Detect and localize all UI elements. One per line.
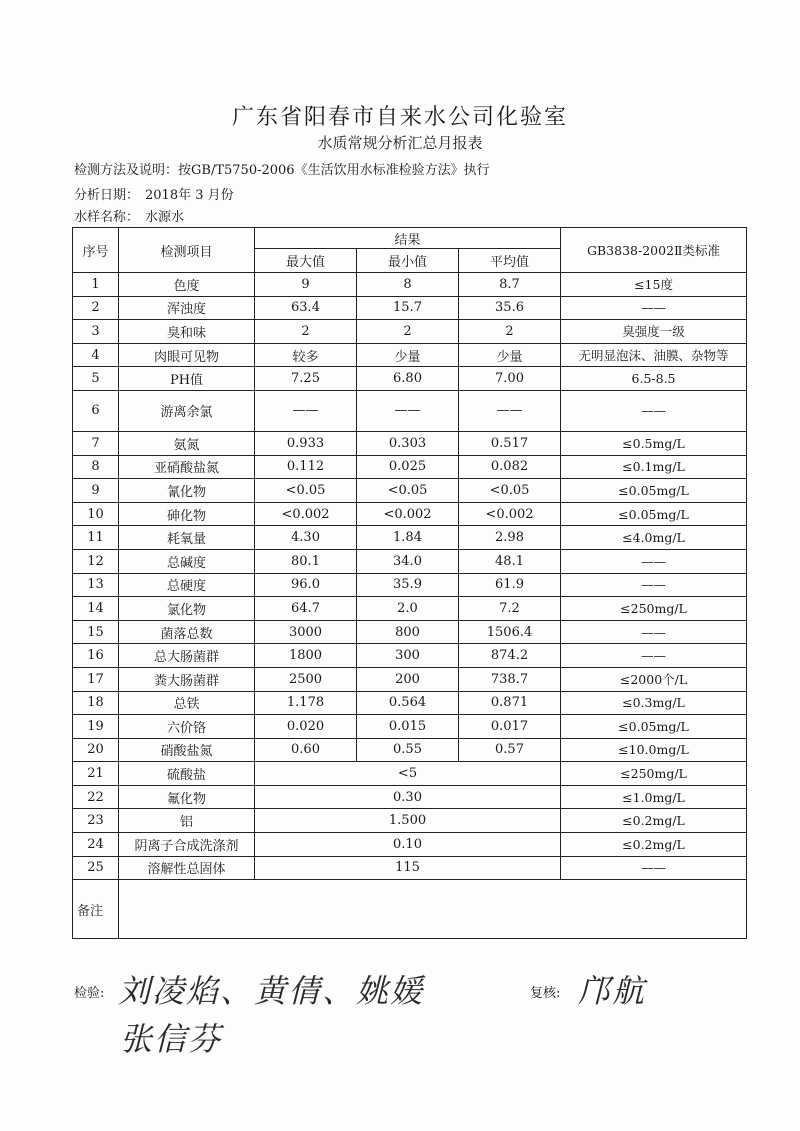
row-max: 1800	[255, 644, 357, 668]
row-min: 2	[357, 320, 459, 344]
row-min: 0.564	[357, 691, 459, 715]
sample-label: 水样名称：	[74, 210, 140, 225]
row-avg: 8.7	[459, 273, 561, 297]
row-seq: 20	[73, 738, 119, 762]
row-min: 0.015	[357, 715, 459, 739]
row-avg: 738.7	[459, 667, 561, 691]
row-max: <0.002	[255, 502, 357, 526]
row-item: 阴离子合成洗涤剂	[119, 833, 255, 857]
row-seq: 19	[73, 715, 119, 739]
row-min: 1.84	[357, 526, 459, 550]
row-max: 63.4	[255, 296, 357, 320]
row-standard: ≤0.05mg/L	[561, 502, 747, 526]
row-standard: ——	[561, 644, 747, 668]
row-seq: 15	[73, 620, 119, 644]
row-item: 铝	[119, 809, 255, 833]
table-row	[73, 431, 747, 455]
method-label: 检测方法及说明：	[74, 163, 179, 178]
row-standard: 臭强度一级	[561, 320, 747, 344]
table-row	[73, 785, 747, 809]
row-seq: 7	[73, 431, 119, 455]
row-avg: 35.6	[459, 296, 561, 320]
table-row	[73, 620, 747, 644]
row-item: 色度	[119, 273, 255, 297]
row-standard: ≤250mg/L	[561, 762, 747, 786]
row-item: 硝酸盐氮	[119, 738, 255, 762]
table-row	[73, 367, 747, 391]
row-avg: ——	[459, 390, 561, 431]
row-avg: 874.2	[459, 644, 561, 668]
row-max: 4.30	[255, 526, 357, 550]
table-row	[73, 738, 747, 762]
row-max: 1.178	[255, 691, 357, 715]
row-item: 总碱度	[119, 549, 255, 573]
row-standard: ≤250mg/L	[561, 597, 747, 621]
row-standard: ≤0.05mg/L	[561, 715, 747, 739]
row-max: <0.05	[255, 479, 357, 503]
table-row	[73, 644, 747, 668]
row-standard: ——	[561, 390, 747, 431]
table-row	[73, 343, 747, 367]
header-avg: 平均值	[459, 249, 561, 273]
row-min: ——	[357, 390, 459, 431]
row-value: 0.10	[255, 833, 561, 857]
date-label: 分析日期：	[74, 188, 140, 203]
row-avg: 2	[459, 320, 561, 344]
table-row	[73, 715, 747, 739]
document-title: 广东省阳春市自来水公司化验室	[231, 105, 568, 130]
row-max: 96.0	[255, 573, 357, 597]
table-row	[73, 597, 747, 621]
header-min: 最小值	[357, 249, 459, 273]
row-avg: 0.517	[459, 431, 561, 455]
row-standard: ≤0.05mg/L	[561, 479, 747, 503]
row-standard: ≤10.0mg/L	[561, 738, 747, 762]
table-row	[73, 273, 747, 297]
reviewer-signature: 邝航	[578, 972, 647, 1010]
row-min: 0.303	[357, 431, 459, 455]
notes-row	[73, 880, 747, 939]
notes-content	[119, 880, 747, 939]
row-item: 耗氧量	[119, 526, 255, 550]
row-standard: ——	[561, 549, 747, 573]
header-result: 结果	[255, 228, 561, 249]
method-line	[74, 159, 490, 178]
row-avg: 61.9	[459, 573, 561, 597]
row-seq: 2	[73, 296, 119, 320]
water-quality-table	[72, 227, 747, 939]
row-value: 115	[255, 856, 561, 880]
row-item: 氟化物	[119, 785, 255, 809]
row-standard: 6.5-8.5	[561, 367, 747, 391]
header-max: 最大值	[255, 249, 357, 273]
row-standard: ≤0.1mg/L	[561, 455, 747, 479]
row-min: 15.7	[357, 296, 459, 320]
row-item: 总大肠菌群	[119, 644, 255, 668]
row-seq: 25	[73, 856, 119, 880]
row-standard: 无明显泡沫、油膜、杂物等	[561, 343, 747, 367]
row-seq: 5	[73, 367, 119, 391]
row-max: 64.7	[255, 597, 357, 621]
row-avg: 0.57	[459, 738, 561, 762]
table-row	[73, 809, 747, 833]
row-seq: 11	[73, 526, 119, 550]
row-standard: ≤2000个/L	[561, 667, 747, 691]
row-seq: 9	[73, 479, 119, 503]
method-value: 按GB/T5750-2006《生活饮用水标准检验方法》执行	[178, 163, 490, 178]
row-seq: 6	[73, 390, 119, 431]
sample-value: 水源水	[145, 210, 185, 225]
row-avg: 48.1	[459, 549, 561, 573]
inspector-signature-line2: 张信芬	[120, 1020, 223, 1058]
header-seq: 序号	[73, 228, 119, 273]
sample-line	[74, 206, 184, 225]
row-min: <0.05	[357, 479, 459, 503]
header-row-1	[73, 228, 747, 249]
row-max: 7.25	[255, 367, 357, 391]
row-item: 总铁	[119, 691, 255, 715]
row-avg: 2.98	[459, 526, 561, 550]
inspector-signature: 刘凌焰、黄倩、姚媛	[118, 972, 425, 1010]
signature-area	[0, 968, 800, 1068]
header-standard: GB3838-2002Ⅱ类标准	[561, 228, 747, 273]
row-min: 6.80	[357, 367, 459, 391]
row-max: 0.60	[255, 738, 357, 762]
row-seq: 18	[73, 691, 119, 715]
row-max: 0.112	[255, 455, 357, 479]
row-avg: 少量	[459, 343, 561, 367]
row-standard: ≤0.5mg/L	[561, 431, 747, 455]
row-min: 800	[357, 620, 459, 644]
table-row	[73, 296, 747, 320]
row-max: 2	[255, 320, 357, 344]
row-max: 9	[255, 273, 357, 297]
table-row	[73, 833, 747, 857]
row-item: 亚硝酸盐氮	[119, 455, 255, 479]
row-standard: ≤0.3mg/L	[561, 691, 747, 715]
table-row	[73, 856, 747, 880]
row-standard: ——	[561, 856, 747, 880]
row-standard: ≤1.0mg/L	[561, 785, 747, 809]
row-item: 溶解性总固体	[119, 856, 255, 880]
row-seq: 3	[73, 320, 119, 344]
table-row	[73, 549, 747, 573]
row-item: 菌落总数	[119, 620, 255, 644]
row-item: 硫酸盐	[119, 762, 255, 786]
row-standard: ——	[561, 620, 747, 644]
row-avg: <0.05	[459, 479, 561, 503]
row-max: 3000	[255, 620, 357, 644]
date-value: 2018年 3 月份	[145, 188, 234, 203]
row-max: 2500	[255, 667, 357, 691]
row-avg: <0.002	[459, 502, 561, 526]
row-seq: 10	[73, 502, 119, 526]
row-item: 浑浊度	[119, 296, 255, 320]
row-seq: 13	[73, 573, 119, 597]
row-avg: 7.00	[459, 367, 561, 391]
table-row	[73, 455, 747, 479]
row-min: 8	[357, 273, 459, 297]
row-min: 200	[357, 667, 459, 691]
row-min: 300	[357, 644, 459, 668]
row-value: 0.30	[255, 785, 561, 809]
row-item: 六价铬	[119, 715, 255, 739]
header-item: 检测项目	[119, 228, 255, 273]
row-value: 1.500	[255, 809, 561, 833]
row-min: 2.0	[357, 597, 459, 621]
row-seq: 16	[73, 644, 119, 668]
row-seq: 12	[73, 549, 119, 573]
row-max: 0.020	[255, 715, 357, 739]
table-row	[73, 526, 747, 550]
row-standard: ≤4.0mg/L	[561, 526, 747, 550]
row-item: 粪大肠菌群	[119, 667, 255, 691]
row-min: 34.0	[357, 549, 459, 573]
row-avg: 0.082	[459, 455, 561, 479]
row-seq: 21	[73, 762, 119, 786]
table-row	[73, 390, 747, 431]
row-seq: 17	[73, 667, 119, 691]
row-item: 总硬度	[119, 573, 255, 597]
row-avg: 0.871	[459, 691, 561, 715]
row-item: 臭和味	[119, 320, 255, 344]
row-value: <5	[255, 762, 561, 786]
row-standard: ≤0.2mg/L	[561, 833, 747, 857]
row-max: ——	[255, 390, 357, 431]
row-seq: 24	[73, 833, 119, 857]
row-seq: 1	[73, 273, 119, 297]
row-item: 氯化物	[119, 597, 255, 621]
row-standard: ——	[561, 573, 747, 597]
row-min: 少量	[357, 343, 459, 367]
table-row	[73, 479, 747, 503]
row-standard: ≤0.2mg/L	[561, 809, 747, 833]
inspector-label: 检验:	[74, 986, 105, 1001]
document-subtitle: 水质常规分析汇总月报表	[317, 134, 483, 152]
row-avg: 1506.4	[459, 620, 561, 644]
row-avg: 0.017	[459, 715, 561, 739]
row-item: 氰化物	[119, 479, 255, 503]
row-seq: 14	[73, 597, 119, 621]
row-avg: 7.2	[459, 597, 561, 621]
row-seq: 4	[73, 343, 119, 367]
row-standard: ——	[561, 296, 747, 320]
table-row	[73, 573, 747, 597]
row-min: 0.55	[357, 738, 459, 762]
row-seq: 23	[73, 809, 119, 833]
row-max: 80.1	[255, 549, 357, 573]
table-row	[73, 502, 747, 526]
row-min: 0.025	[357, 455, 459, 479]
row-item: PH值	[119, 367, 255, 391]
row-item: 氨氮	[119, 431, 255, 455]
table-row	[73, 762, 747, 786]
date-line	[74, 184, 234, 203]
row-standard: ≤15度	[561, 273, 747, 297]
table-row	[73, 691, 747, 715]
row-item: 游离余氯	[119, 390, 255, 431]
notes-label: 备注	[73, 880, 119, 939]
reviewer-label: 复核:	[530, 986, 561, 1001]
row-item: 砷化物	[119, 502, 255, 526]
row-item: 肉眼可见物	[119, 343, 255, 367]
row-seq: 22	[73, 785, 119, 809]
row-seq: 8	[73, 455, 119, 479]
row-max: 0.933	[255, 431, 357, 455]
row-max: 较多	[255, 343, 357, 367]
row-min: 35.9	[357, 573, 459, 597]
row-min: <0.002	[357, 502, 459, 526]
table-row	[73, 320, 747, 344]
table-row	[73, 667, 747, 691]
